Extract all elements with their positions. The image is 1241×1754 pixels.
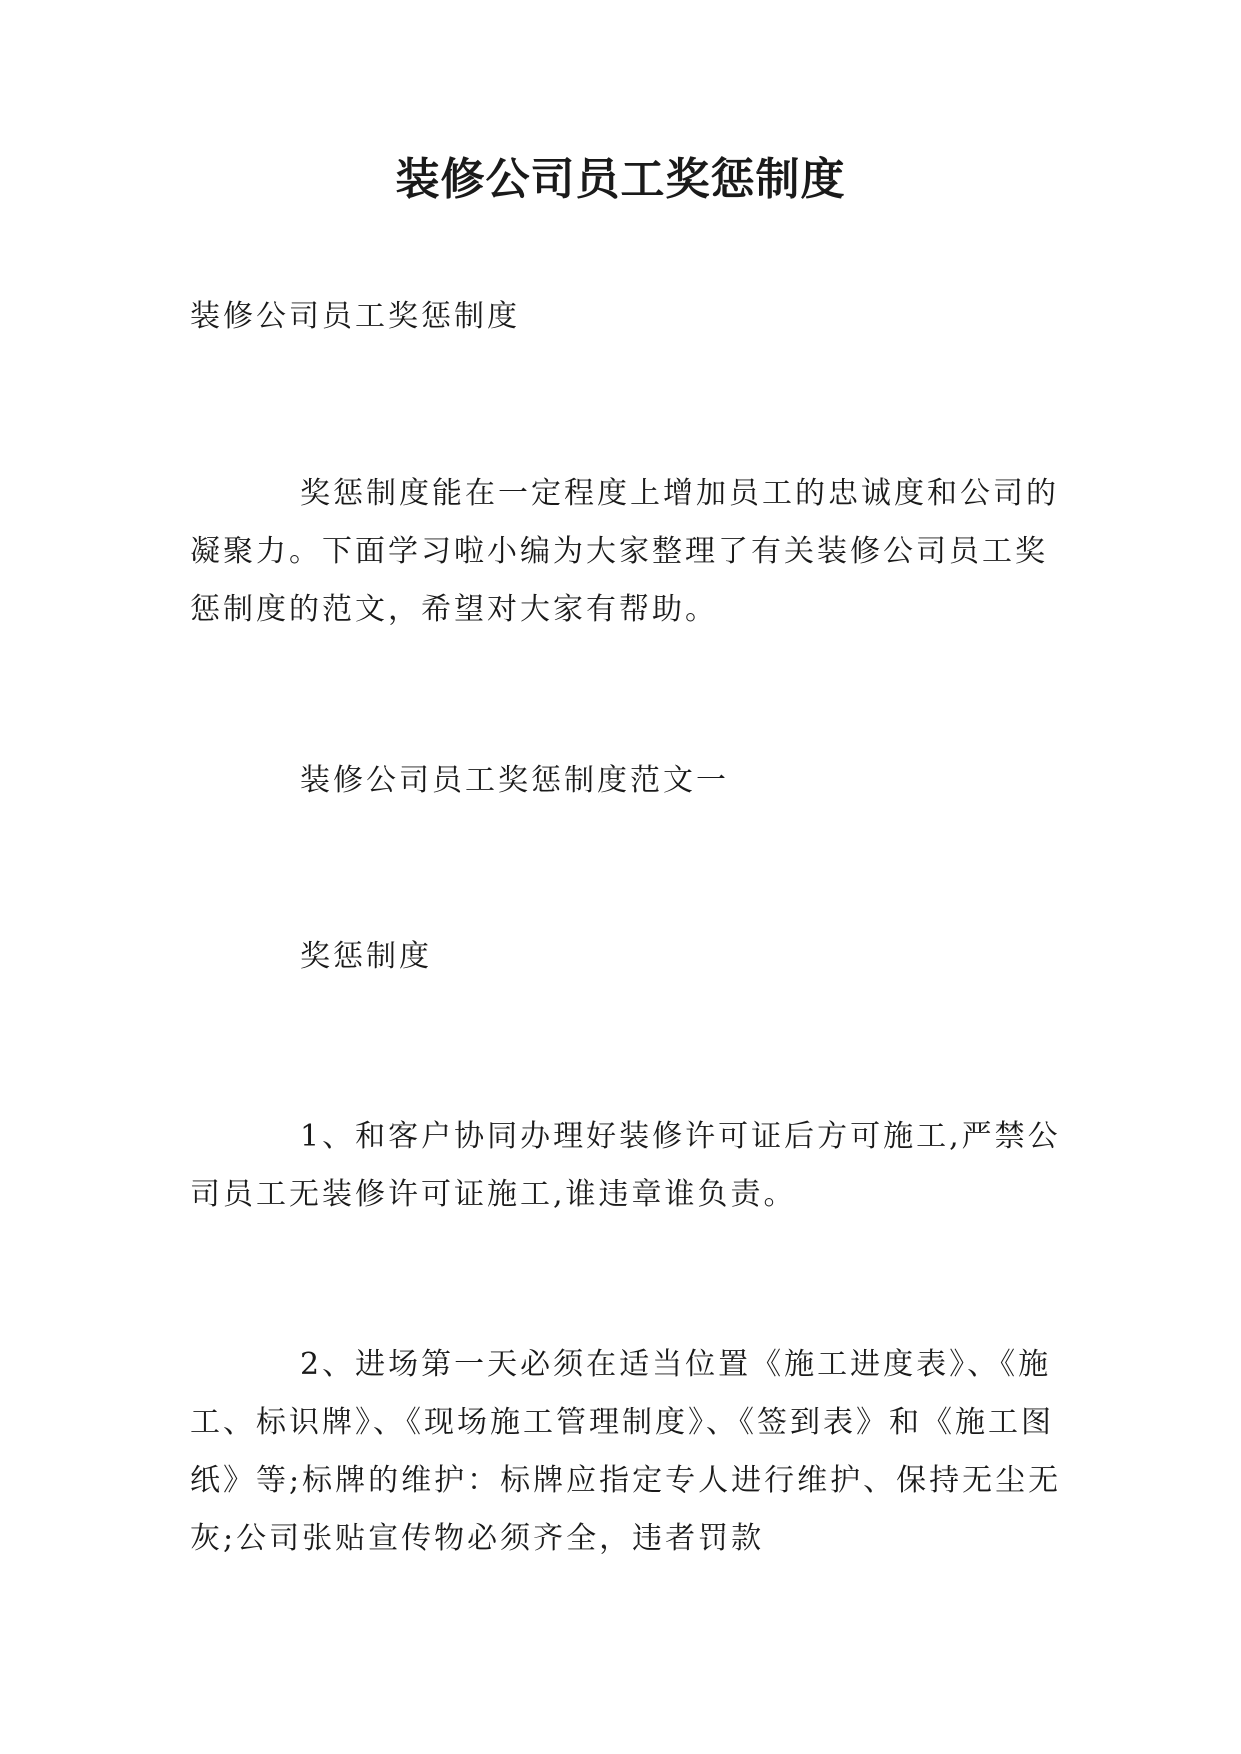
section-heading: 奖惩制度: [300, 939, 432, 974]
document-subtitle: 装修公司员工奖惩制度: [190, 299, 520, 334]
sample-heading: 装修公司员工奖惩制度范文一: [300, 763, 729, 798]
rule-item-2: 2、进场第一天必须在适当位置《施工进度表》、《施工、标识牌》、《现场施工管理制度》、《签到表》和《施工图纸》等;标牌的维护：标牌应指定专人进行维护、保持无尘无灰;公司张贴宣传物必须齐全，违者罚款: [190, 1347, 1062, 1556]
page-title: 装修公司员工奖惩制度: [395, 154, 846, 205]
intro-paragraph: 奖惩制度能在一定程度上增加员工的忠诚度和公司的凝聚力。下面学习啦小编为大家整理了有关装修公司员工奖惩制度的范文，希望对大家有帮助。: [190, 476, 1059, 627]
rule-item-1: 1、和客户协同办理好装修许可证后方可施工,严禁公司员工无装修许可证施工,谁违章谁负责。: [190, 1119, 1061, 1212]
